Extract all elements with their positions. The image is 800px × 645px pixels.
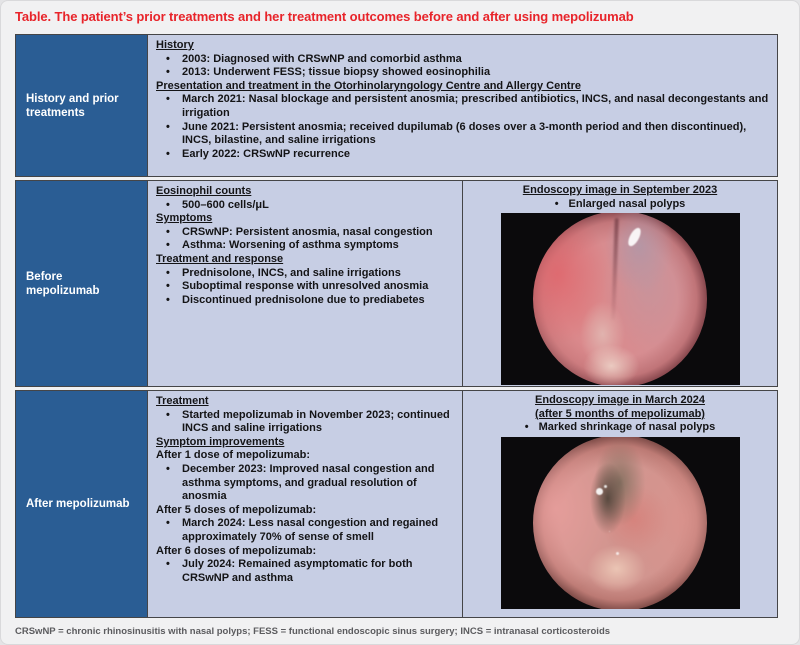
endoscopy-image-september-2023 [501,213,740,385]
section-heading: Eosinophil counts [156,185,252,197]
section-heading: Presentation and treatment in the Otorhinolaryngology Centre and Allergy Centre [156,79,581,92]
bullet-item: • December 2023: Improved nasal congestion and asthma symptoms, and gradual resolution of anosmia [156,463,454,504]
abbreviations-footnote: CRSwNP = chronic rhinosinusitis with nasal polyps; FESS = functional endoscopic sinus surgery; INCS = intranasal corticosteroids [15,626,611,637]
section-heading: Treatment [156,395,209,407]
section-heading: Treatment and response [156,252,284,265]
endoscopy-finding-after [467,421,773,435]
bullet-glyph [555,198,569,210]
before-content-cell [148,181,462,386]
sub-heading: After 1 dose of mepolizumab: [156,449,311,462]
row-header-after-mepolizumab: After mepolizumab [16,391,147,617]
section-heading: History [156,39,194,51]
table-row-before-mepolizumab [15,180,778,387]
before-endoscopy-cell [463,181,777,386]
bullet-item: • CRSwNP: Persistent anosmia, nasal congestion [156,226,454,240]
bullet-item: • Started mepolizumab in November 2023; continued INCS and saline irrigations [156,409,454,436]
table-row-history [15,34,778,177]
endoscope-circular-view [533,437,707,609]
endoscopy-caption-line: Endoscopy image in March 2024 [535,394,705,406]
bullet-item: • Suboptimal response with unresolved anosmia [156,280,454,294]
sub-heading: After 6 doses of mepolizumab: [156,544,317,557]
endoscopy-caption-before [467,184,773,198]
row-header-before-mepolizumab: Before mepolizumab [16,181,147,386]
endoscopy-caption-after [467,394,773,421]
bullet-item: • Discontinued prednisolone due to prediabetes [156,294,454,308]
bullet-item: • Prednisolone, INCS, and saline irrigations [156,267,454,281]
endoscopy-finding-text: Enlarged nasal polyps [568,197,686,210]
bullet-item: • Asthma: Worsening of asthma symptoms [156,239,454,253]
bullet-item: • 2003: Diagnosed with CRSwNP and comorbid asthma [156,53,769,67]
treatment-table [15,34,778,618]
after-content-cell [148,391,462,617]
section-heading: Symptom improvements [156,435,285,448]
bullet-glyph [525,421,539,433]
endoscopy-finding-text: Marked shrinkage of nasal polyps [538,421,716,434]
section-heading: Symptoms [156,212,213,225]
endoscope-circular-view [533,213,707,385]
bullet-item: • March 2021: Nasal blockage and persistent anosmia; prescribed antibiotics, INCS, and nasal decongestants and irrigation [156,93,769,120]
bullet-item: • March 2024: Less nasal congestion and regained approximately 70% of sense of smell [156,517,454,544]
bullet-item: • Early 2022: CRSwNP recurrence [156,148,769,162]
endoscopy-finding-before [467,198,773,212]
bullet-item: • 2013: Underwent FESS; tissue biopsy showed eosinophilia [156,66,769,80]
history-content-cell [148,35,777,176]
endoscopy-caption-line: Endoscopy image in September 2023 [522,184,718,196]
table-title: Table. The patient’s prior treatments and her treatment outcomes before and after using mepolizumab [15,9,634,24]
after-endoscopy-cell [463,391,777,617]
bullet-item: • 500–600 cells/μL [156,199,454,213]
bullet-item: • June 2021: Persistent anosmia; received dupilumab (6 doses over a 3-month period and then discontinued), INCS, bilastine, and saline irrigations [156,121,769,148]
endoscopy-caption-line: (after 5 months of mepolizumab) [535,407,705,420]
endoscopy-image-march-2024 [501,437,740,609]
table-row-after-mepolizumab [15,390,778,618]
sub-heading: After 5 doses of mepolizumab: [156,503,317,516]
row-header-history: History and prior treatments [16,35,147,176]
bullet-item: • July 2024: Remained asymptomatic for both CRSwNP and asthma [156,558,454,585]
